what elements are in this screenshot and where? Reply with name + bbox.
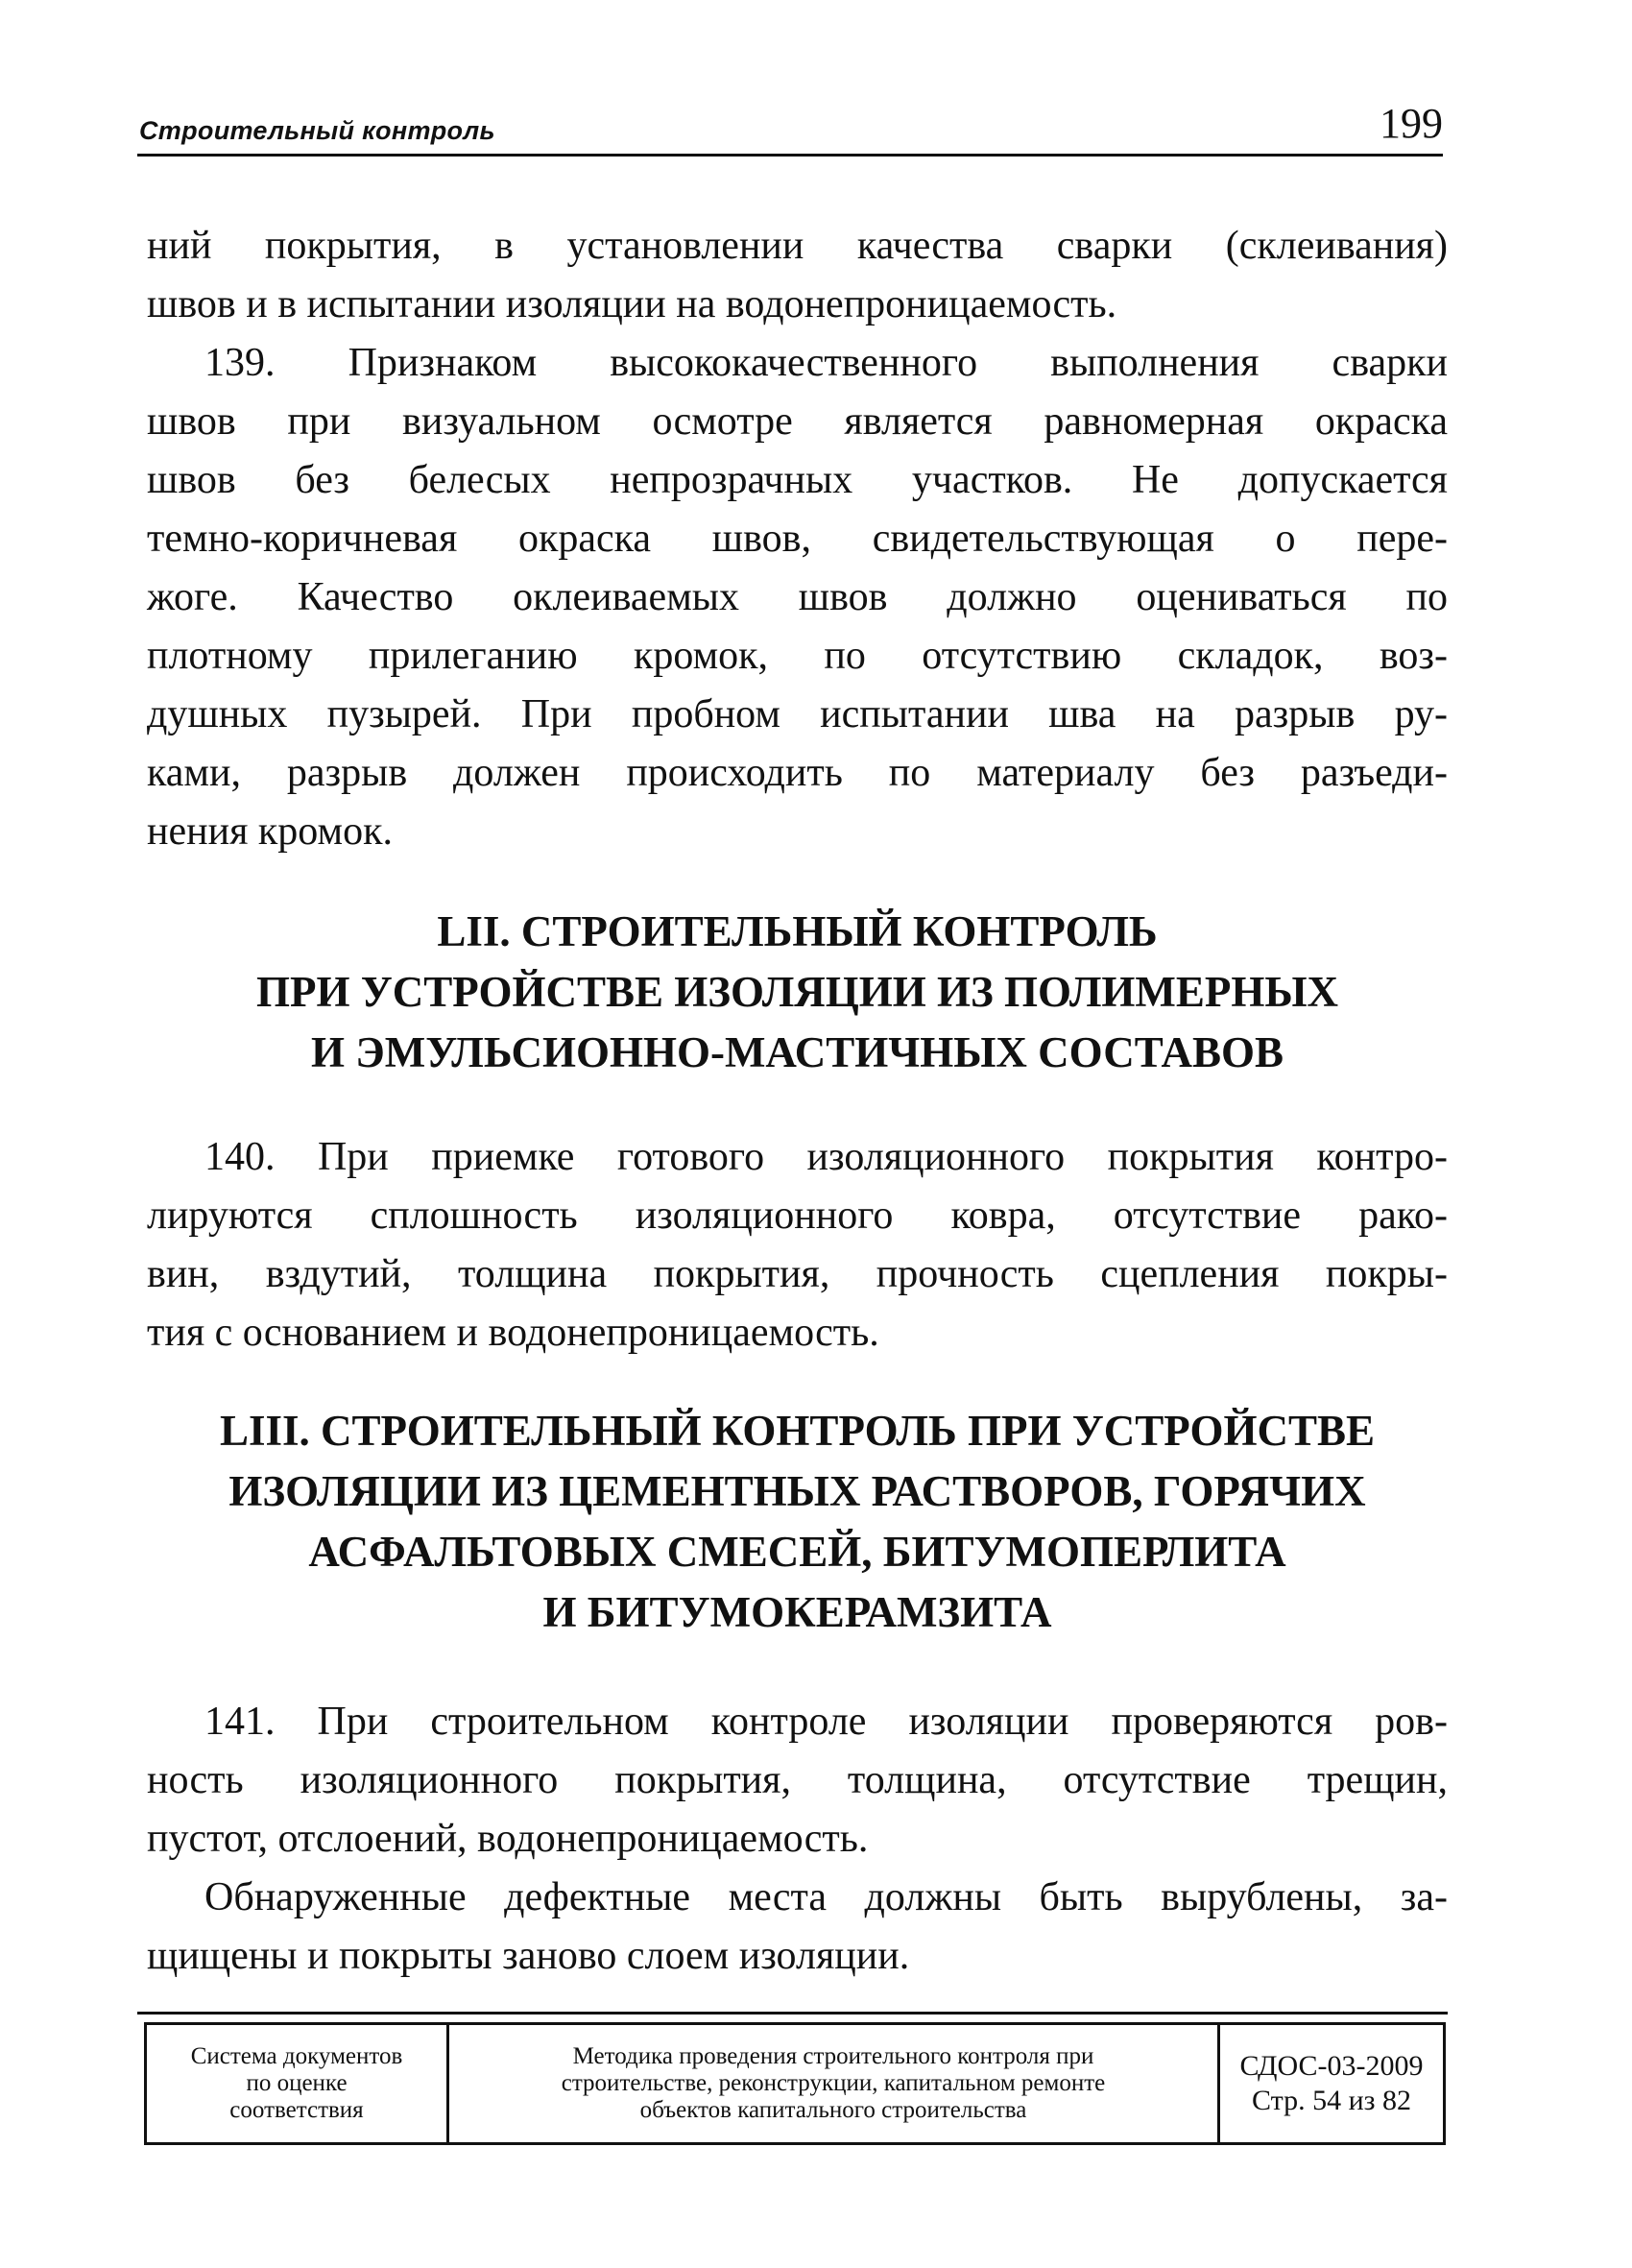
text-line: ность изоляционного покрытия, толщина, отсутствие трещин,: [147, 1758, 1448, 1802]
running-title: Строительный контроль: [139, 116, 495, 145]
text-line: ками, разрыв должен происходить по материалу без разъеди-: [147, 751, 1448, 795]
text-line: плотному прилеганию кромок, по отсутствию складок, воз-: [147, 634, 1448, 678]
footer-text-line: по оценке: [246, 2070, 348, 2096]
paragraph-139: [147, 334, 1448, 861]
footer-divider: [137, 2012, 1448, 2015]
text-line: вин, вздутий, толщина покрытия, прочность сцепления покры-: [147, 1252, 1448, 1296]
footer-table: [144, 2022, 1446, 2145]
text-line: щищены и покрыты заново слоем изоляции.: [147, 1934, 910, 1978]
text-line: 140. При приемке готового изоляционного покрытия контро-: [204, 1135, 1448, 1179]
text-line: темно-коричневая окраска швов, свидетельствующая о пере-: [147, 517, 1448, 561]
heading-line: ИЗОЛЯЦИИ ИЗ ЦЕМЕНТНЫХ РАСТВОРОВ, ГОРЯЧИХ: [228, 1467, 1366, 1515]
page-number: 199: [1380, 100, 1443, 147]
text-line: 141. При строительном контроле изоляции проверяются ров-: [204, 1700, 1448, 1744]
text-line: швов при визуальном осмотре является равномерная окраска: [147, 399, 1448, 444]
section-heading-lii: [147, 902, 1448, 1083]
footer-text-line: Система документов: [190, 2043, 403, 2069]
text-line: пустот, отслоений, водонепроницаемость.: [147, 1817, 869, 1861]
heading-line: АСФАЛЬТОВЫХ СМЕСЕЙ, БИТУМОПЕРЛИТА: [308, 1528, 1286, 1576]
page-body: [147, 217, 1448, 1986]
footer-text-line: строительстве, реконструкции, капитальном ремонте: [561, 2070, 1106, 2096]
text-line: швов и в испытании изоляции на водонепроницаемость.: [147, 282, 1117, 326]
footer-code-cell: [1220, 2025, 1443, 2142]
text-line: 139. Признаком высококачественного выполнения сварки: [204, 341, 1448, 385]
page-header: [137, 100, 1443, 157]
footer-system-cell: [147, 2025, 449, 2142]
footer-text-line: объектов капитального строительства: [639, 2097, 1027, 2123]
paragraph-140: [147, 1128, 1448, 1363]
heading-line: LIII. СТРОИТЕЛЬНЫЙ КОНТРОЛЬ ПРИ УСТРОЙСТВЕ: [219, 1407, 1376, 1455]
text-line: тия с основанием и водонепроницаемость.: [147, 1311, 879, 1355]
heading-line: И ЭМУЛЬСИОННО-МАСТИЧНЫХ СОСТАВОВ: [310, 1028, 1284, 1076]
text-line: Обнаруженные дефектные места должны быть вырублены, за-: [204, 1875, 1448, 1919]
text-line: душных пузырей. При пробном испытании шва на разрыв ру-: [147, 692, 1448, 736]
document-code: СДОС-03-2009: [1239, 2050, 1424, 2082]
text-line: лируются сплошность изоляционного ковра, отсутствие рако-: [147, 1194, 1448, 1238]
heading-line: LII. СТРОИТЕЛЬНЫЙ КОНТРОЛЬ: [437, 907, 1158, 955]
paragraph-defects: [147, 1869, 1448, 1986]
section-heading-liii: [147, 1401, 1448, 1643]
page-count: Стр. 54 из 82: [1251, 2085, 1411, 2116]
paragraph-continued: [147, 217, 1448, 334]
footer-method-cell: [449, 2025, 1220, 2142]
paragraph-141: [147, 1693, 1448, 1869]
text-line: нения кромок.: [147, 809, 393, 854]
heading-line: И БИТУМОКЕРАМЗИТА: [542, 1588, 1052, 1636]
footer-text-line: соответствия: [229, 2097, 364, 2123]
text-line: ний покрытия, в установлении качества сварки (склеивания): [147, 224, 1448, 268]
text-line: швов без белесых непрозрачных участков. Не допускается: [147, 458, 1448, 502]
text-line: жоге. Качество оклеиваемых швов должно оцениваться по: [147, 575, 1448, 619]
footer-text-line: Методика проведения строительного контроля при: [572, 2043, 1094, 2069]
heading-line: ПРИ УСТРОЙСТВЕ ИЗОЛЯЦИИ ИЗ ПОЛИМЕРНЫХ: [255, 968, 1339, 1016]
